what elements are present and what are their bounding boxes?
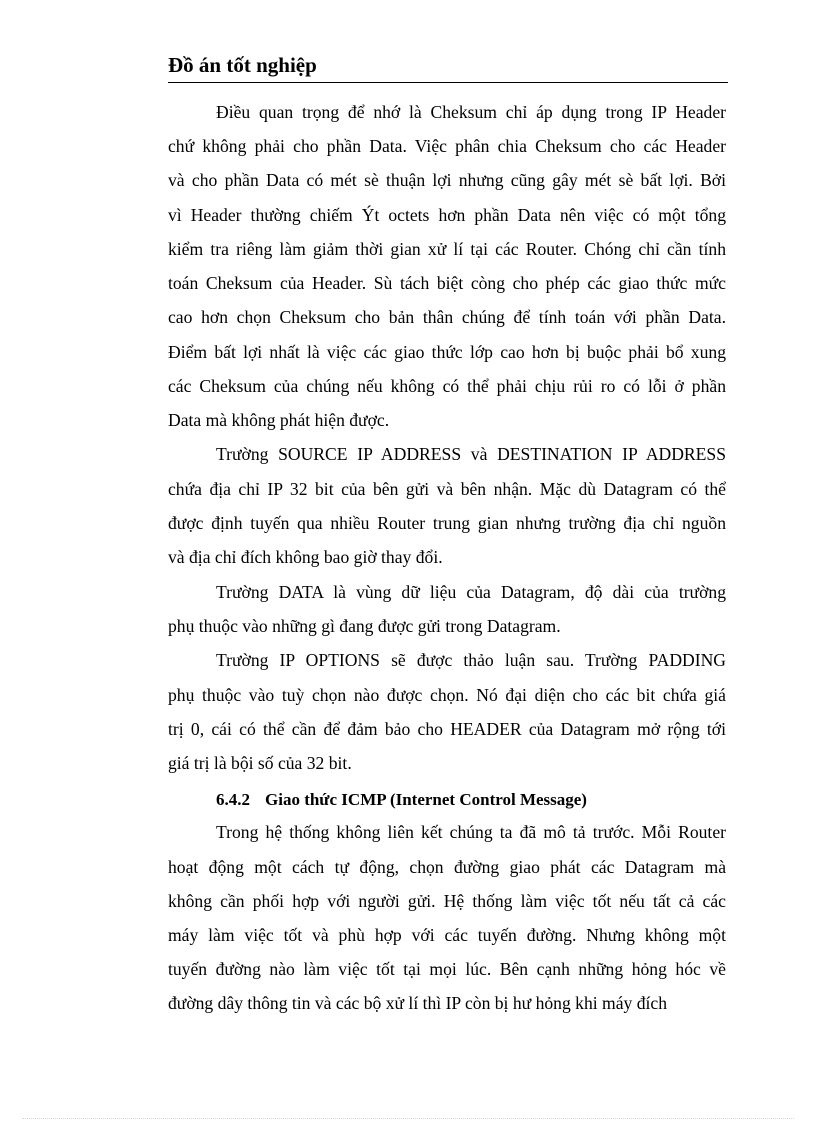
paragraph-line: trị 0, cái có thể cần để đảm bảo cho HEADER của Datagram mở rộng tới [168,719,726,739]
paragraph-line: hoạt động một cách tự động, chọn đường giao phát các Datagram mà [168,857,726,877]
paragraph-line: đường dây thông tin và các bộ xử lí thì IP còn bị hư hỏng khi máy đích [168,993,668,1013]
paragraph-line: Trường SOURCE IP ADDRESS và DESTINATION IP ADDRESS [216,444,726,464]
paragraph-line: các Cheksum của chúng nếu không có thể phải chịu rủi ro có lỗi ở phần [168,376,726,396]
paragraph-line: giá trị là bội số của 32 bit. [168,753,352,773]
paragraph-line: và địa chỉ đích không bao giờ thay đổi. [168,547,443,567]
paragraph-line: không cần phối hợp với người gửi. Hệ thống làm việc tốt nếu tất cả các [168,891,726,911]
paragraph-line: Trường IP OPTIONS sẽ được thảo luận sau. Trường PADDING [216,650,726,670]
page-bottom-edge [22,1118,794,1119]
paragraph-line: Data mà không phát hiện được. [168,410,390,430]
paragraph-line: cao hơn chọn Cheksum cho bản thân chúng để tính toán với phần Data. [168,307,726,327]
document-header-title: Đồ án tốt nghiệp [168,53,317,77]
paragraph-line: chứ không phải cho phần Data. Việc phân chia Cheksum cho các Header [168,136,726,156]
paragraph-line: phụ thuộc vào tuỳ chọn nào được chọn. Nó đại diện cho các bit chứa giá [168,685,726,705]
paragraph-line: tuyến đường nào làm việc tốt tại mọi lúc. Bên cạnh những hỏng hóc về [168,959,726,979]
paragraph-line: được định tuyến qua nhiều Router trung gian nhưng trường địa chỉ nguồn [168,513,726,533]
paragraph-line: máy làm việc tốt và phù hợp với các tuyến đường. Nhưng không một [168,925,726,945]
paragraph-line: Điều quan trọng để nhớ là Cheksum chỉ áp dụng trong IP Header [216,102,726,122]
paragraph-line: toán Cheksum của Header. Sù tách biệt còng cho phép các giao thức mức [168,273,726,293]
paragraph-line: phụ thuộc vào những gì đang được gửi trong Datagram. [168,616,561,636]
header-divider [168,82,728,83]
paragraph-line: Trường DATA là vùng dữ liệu của Datagram, độ dài của trường [216,582,726,602]
paragraph-line: kiểm tra riêng làm giảm thời gian xử lí tại các Router. Chóng chỉ cần tính [168,239,726,259]
section-heading: Giao thức ICMP (Internet Control Message) [265,790,587,809]
section-number: 6.4.2 [216,790,250,809]
paragraph-line: vì Header thường chiếm Ýt octets hơn phần Data nên việc có một tổng [168,205,726,225]
paragraph-line: Trong hệ thống không liên kết chúng ta đã mô tả trước. Mỗi Router [216,822,726,842]
paragraph-line: chứa địa chỉ IP 32 bit của bên gửi và bên nhận. Mặc dù Datagram có thể [168,479,726,499]
paragraph-line: Điểm bất lợi nhất là việc các giao thức lớp cao hơn bị buộc phải bổ xung [168,342,726,362]
paragraph-line: và cho phần Data có mét sè thuận lợi nhưng cũng gây mét sè bất lợi. Bởi [168,170,726,190]
